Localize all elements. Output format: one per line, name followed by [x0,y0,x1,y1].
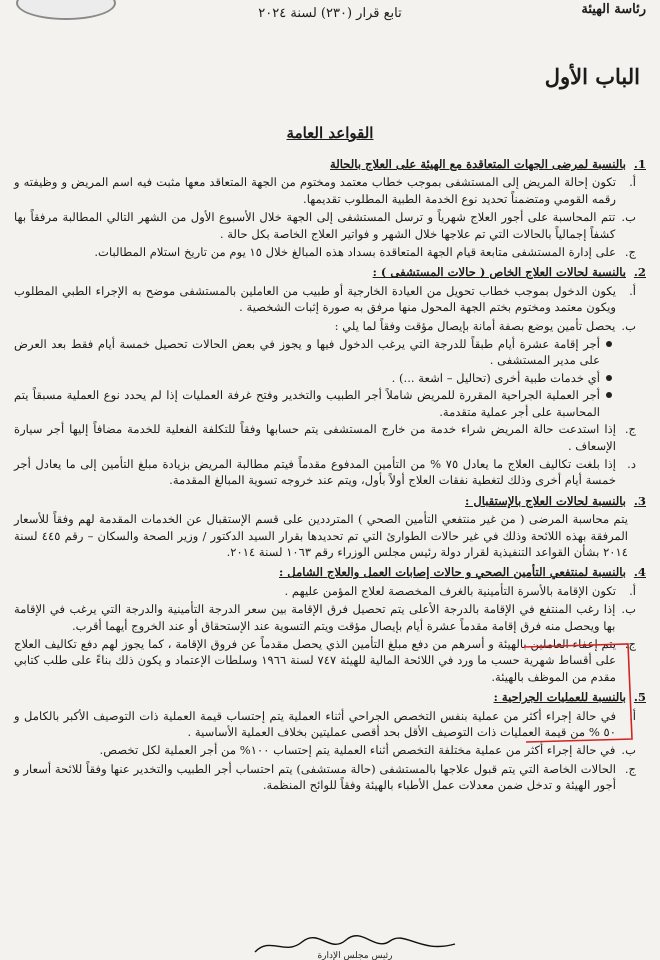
list-item [14,601,636,634]
bullet-item [14,336,612,369]
section-heading [14,493,646,509]
section-heading [14,156,646,172]
list-item-text: تتم المحاسبة على أجور العلاج شهرياً و ترسل المستشفى إلى الجهة خلال الأسبوع الأول من الشهر التالي المطالبة مرفقاً بها كشفاً إجمالياً بالحالات التي تم علاجها خلال الشهر و فواتير العلاج الخاصة بكل حالة . [14,210,616,241]
section-title: القواعد العامة [286,124,374,142]
list-item [14,174,636,207]
list-item-label: ج. [624,761,636,776]
section-heading [14,264,646,280]
list-item [14,742,636,758]
list-item-label: ج. [624,636,636,651]
section-number: 5. [633,690,646,705]
section-heading-text: بالنسبة لحالات العلاج بالإستقبال : [465,493,626,508]
list-item-text: إذا رغب المنتفع في الإقامة بالدرجة الأعلى يتم تحصيل فرق الإقامة بين سعر الدرجة التأمينية والدرجة التي يرغب في الإقامة بها ويحصل منه فرق إقامة مقدماً عشرة أيام بإيصال مؤقت ويتم التسوية عند الإستحقاق أو عند الخروج أيهما أقرب. [14,602,616,633]
bullet-item [14,370,612,386]
list-item [14,708,636,741]
list-item-label: ب. [621,602,636,617]
list-item-label: ج. [624,422,636,437]
list-item-label: أ. [629,283,636,298]
bullet-icon [606,392,612,398]
bullet-icon [606,341,612,347]
list-item-text: تكون الإقامة بالأسرة التأمينية بالغرف المخصصة لعلاج المؤمن عليهم . [284,583,616,598]
section-number: 2. [633,265,646,280]
bullet-icon [606,375,612,381]
list-item [14,283,636,316]
section-heading-text: بالنسبة لحالات العلاج الخاص ( حالات المستشفى ) : [372,265,626,280]
list-item-text: يحصل تأمين يوضع بصفة أمانة بإيصال مؤقت وفقاً لما يلي : [334,318,616,333]
decision-reference: تابع قرار (٢٣٠) لسنة ٢٠٢٤ [258,6,402,21]
bullet-text: أي خدمات طبية أخرى (تحاليل – اشعة ...) . [391,370,600,385]
section-paragraph: يتم محاسبة المرضى ( من غير منتفعي التأمين الصحي ) المترددين على قسم الإستقبال عن الخدمات المقدمة لهم وفقاً للأسعار المرفقة بهذه اللائحة وذلك في غير حالات الطوارئ التي تم تحديدها بقرار السيد الدكتور / وزير الصحة والسكان – رقم ٤٤٥ لسنة ٢٠١٤ بشأن القواعد التنفيذية لقرار دولة رئيس مجلس الوزراء رقم ١٠٦٣ لسنة ٢٠١٤. [14,512,628,559]
list-item-label: د. [627,456,636,471]
section-number: 3. [633,493,646,508]
list-item [14,636,636,685]
list-item-text: في حالة إجراء أكثر من عملية مختلفة التخصص أثناء العملية يتم إحتساب ١٠٠% من أجر العملية لكل تخصص. [99,743,616,758]
list-item-text: يتم إعفاء العاملين بالهيئة و أسرهم من دفع مبلغ التأمين الذي يحصل مقدماً عن فروق الإقامة ، كما يجوز لهم دفع تكاليف العلاج على أقساط شهرية حسب ما ورد في اللائحة المالية للهيئة ٧٤٧ لسنة ١٩٦٦ وسلطات الإعتماد و يكون ذلك بناءً على طلب كتابي مقدم من الموظف بالهيئة. [14,636,616,684]
list-item [14,209,636,242]
section-heading-text: بالنسبة لمرضى الجهات المتعاقدة مع الهيئة على العلاج بالحالة [329,157,626,171]
chapter-title: الباب الأول [544,64,640,89]
list-item-label: ب. [621,318,636,333]
list-item [14,318,636,334]
list-item-text: الحالات الخاصة التي يتم قبول علاجها بالمستشفى (حالة مستشفى) يتم احتساب أجر الطبيب والتخدير عنها وفقاً للائحة أسعار و أجور الهيئة و تدخل ضمن معدلات عمل الأطباء بالهيئة وفقاً للوائح المنظمة. [14,761,616,793]
signature-caption: رئيس مجلس الإدارة [317,951,393,960]
section-heading-text: بالنسبة لمنتفعي التأمين الصحي و حالات إصابات العمل والعلاج الشامل : [278,565,626,580]
section-number: 1. [633,157,646,171]
document-body [14,152,646,796]
list-item-text: في حالة إجراء أكثر من عملية بنفس التخصص الجراحي أثناء العملية يتم إحتساب قيمة العملية ذات التوصيف الأكبر بالكامل و ٥٠ % من قيمة العمليات ذات التوصيف الأقل بحد أقصى عمليتين بخلاف العملية الأساسية . [14,708,616,739]
document-header [0,0,660,26]
bullet-text: أجر العملية الجراحية المقررة للمريض شاملاً أجر الطبيب والتخدير وفتح غرفة العمليات إذا لم يحدد نوع العملية مسبقاً يتم المحاسبة على أجر عملية متقدمة. [14,388,600,419]
organization-name: رئاسة الهيئة [581,2,646,17]
list-item-label: أ. [629,175,636,190]
list-item [14,583,636,599]
list-item-text: إذا استدعت حالة المريض شراء خدمة من خارج المستشفى يتم حسابها وفقاً للتكلفة الفعلية للخدمة مضافاً إليها أجر سيارة الإسعاف . [14,422,616,453]
list-item-text: إذا بلغت تكاليف العلاج ما يعادل ٧٥ % من التأمين المدفوع مقدماً فيتم مطالبة المريض بزيادة مبلغ التأمين إلى ما يعادل أجر خمسة أيام أخرى وذلك لتغطية نفقات العلاج أولاً بأول، ويتم عند خروجه تسوية المبالغ المقدمة. [14,456,617,488]
list-item-label: أ. [629,583,636,598]
section-number: 4. [633,565,646,580]
list-item-text: يكون الدخول بموجب خطاب تحويل من العيادة الخارجية أو طبيب من العاملين بالمستشفى موضح به الإجراء الطبي المطلوب ويكون معتمد ومختوم بختم الجهة المحول منها مرفق به صورة إثبات الشخصية . [14,283,616,315]
list-item-text: تكون إحالة المريض إلى المستشفى بموجب خطاب معتمد ومختوم من الجهة المتعاقد معها مثبت فيه اسم المريض و وظيفته و رقمه القومي ومتضمناً تحديد نوع الخدمة الطبية المطلوب تقديمها. [14,175,616,206]
section-heading [14,564,646,580]
list-item [14,244,636,260]
list-item-label: ب. [621,210,636,225]
list-item [14,456,636,489]
list-item-label: ب. [621,743,636,758]
bullet-text: أجر إقامة عشرة أيام طبقاً للدرجة التي يرغب الدخول فيها و يجوز في بعض الحالات تحصيل خمسة أيام فقط بعد العرض على مدير المستشفى . [14,337,600,368]
handwritten-signature [250,932,460,960]
section-heading-text: بالنسبة للعمليات الجراحية : [493,690,626,705]
section-heading [14,689,646,705]
list-item-label: ج. [624,245,636,260]
list-item-label: أ. [629,708,636,723]
list-item-text: على إدارة المستشفى متابعة قيام الجهة المتعاقدة بسداد هذه المبالغ خلال ١٥ يوم من تاريخ استلام المطالبات. [94,245,616,260]
list-item [14,421,636,454]
bullet-item [14,387,612,420]
list-item [14,761,636,794]
